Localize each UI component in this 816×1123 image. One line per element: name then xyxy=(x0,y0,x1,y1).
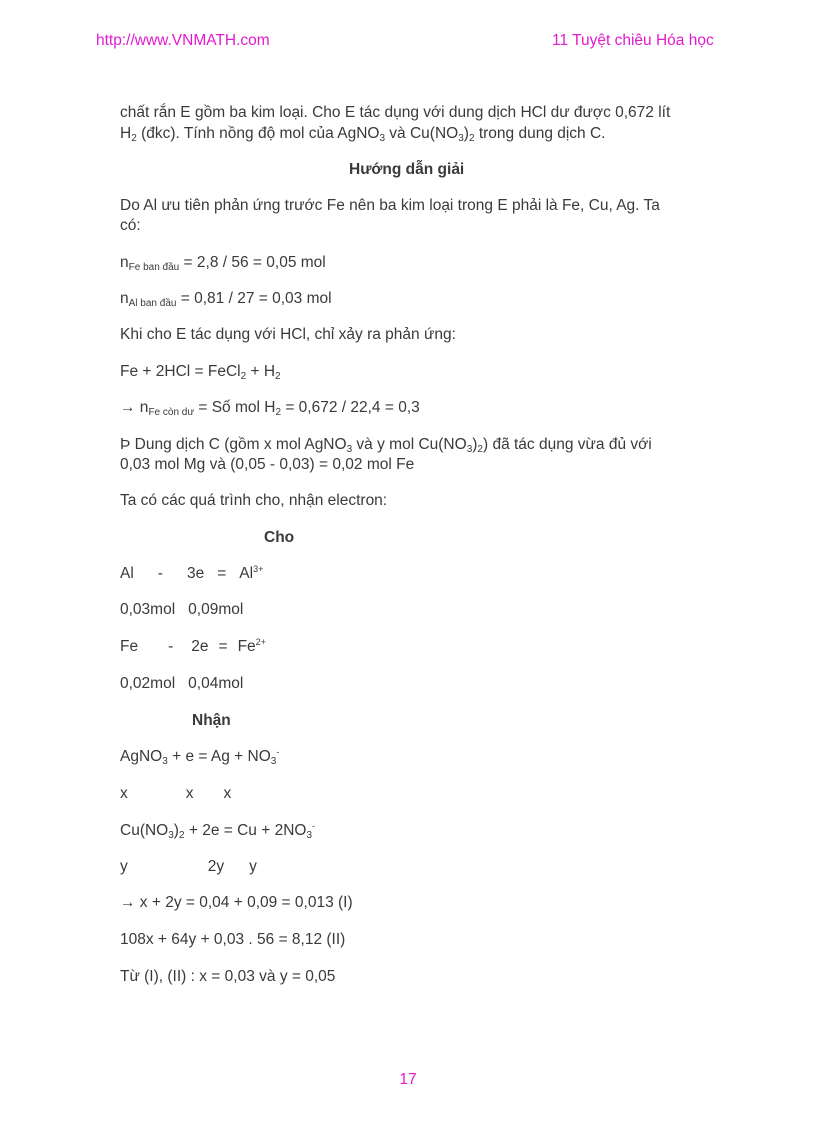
solution-heading: Hướng dẫn giải xyxy=(349,161,465,178)
problem-line-1: chất rắn E gồm ba kim loại. Cho E tác dụng với dung dịch HCl dư được 0,672 lít xyxy=(120,104,671,121)
fe-oxidation: $Fe - 2e = Fe^{2+}$ xyxy=(120,637,266,655)
problem-line-2: $H_2$ (đkc). Tính nồng độ mol của AgNO$_3$ và $Cu(NO_3)_2$ trong dung dịch C. xyxy=(120,125,606,144)
electron-text: Ta có các quá trình cho, nhận electron: xyxy=(120,492,388,509)
al-moles: 0,03mol 0,09mol xyxy=(120,601,244,618)
page-number: 17 xyxy=(399,1071,417,1088)
equation-fe-hcl: Fe + 2HCl = FeCl$_2$ + $H_2$ xyxy=(120,363,281,382)
n-fe-remaining: → $n_{Fe còn dư}$ = Số mol $H_2 = 0,672 / 22,4 = 0,3$ xyxy=(120,399,420,418)
intro-line-2: có: xyxy=(120,217,141,234)
n-al-initial: $n_{Al ban đầu} = 0,81 / 27 = 0,03$ mol xyxy=(120,290,332,309)
book-title: 11 Tuyệt chiêu Hóa học xyxy=(552,32,714,49)
cho-heading: Cho xyxy=(264,529,295,546)
intro-line-1: Do Al ưu tiên phản ứng trước Fe nên ba kim loại trong E phải là Fe, Cu, Ag. Ta xyxy=(120,197,660,214)
hcl-reaction-text: Khi cho E tác dụng với HCl, chỉ xảy ra phản ứng: xyxy=(120,326,456,343)
solution-c-line-2: 0,03 mol Mg và (0,05 - 0,03) = 0,02 mol Fe xyxy=(120,456,415,473)
n-fe-initial: $n_{Fe ban đầu} = 2,8 / 56 = 0,05$ mol xyxy=(120,254,326,273)
equation-i: → x + 2y = 0,04 + 0,09 = 0,013 (I) xyxy=(120,894,353,911)
nhan-heading: Nhận xyxy=(192,712,231,729)
site-url[interactable]: http://www.VNMATH.com xyxy=(96,32,270,49)
ag-moles: x x x xyxy=(120,785,232,802)
solution-c-line-1: Þ Dung dịch C (gồm x mol AgNO$_3$ và y mol $Cu(NO_3)_2$) đã tác dụng vừa đủ với xyxy=(120,436,652,455)
equation-ii: 108x + 64y + 0,03 . 56 = 8,12 (II) xyxy=(120,931,346,948)
fe-moles: 0,02mol 0,04mol xyxy=(120,675,244,692)
final-result: Từ (I), (II) : x = 0,03 và y = 0,05 xyxy=(120,968,336,985)
cu-reduction: $Cu(NO_3)_2 + 2e = Cu + 2NO_3^-$ xyxy=(120,821,316,841)
ag-reduction: AgNO$_3$ + $e = Ag + NO_3^-$ xyxy=(120,747,280,767)
cu-moles: y 2y y xyxy=(120,858,257,875)
al-oxidation: $Al - 3e = Al^{3+}$ xyxy=(120,564,264,582)
